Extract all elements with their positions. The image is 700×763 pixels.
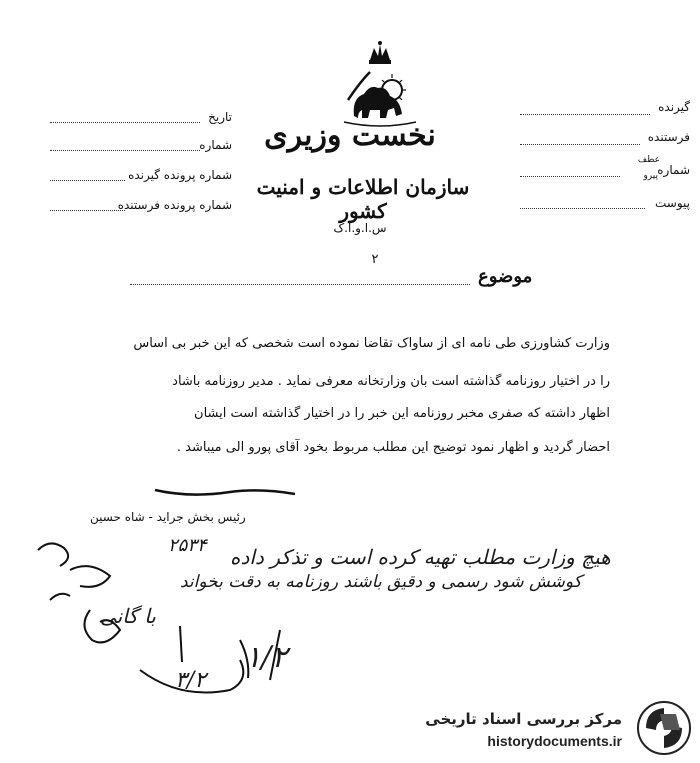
handwriting-strokes (30, 530, 510, 710)
signature-title: رئیس بخش جراید - شاه حسین (90, 510, 246, 524)
body-line: احضار گردید و اظهار نمود توضیح این مطلب مربوط بخود آقای پورو الی میباشد . (176, 440, 610, 455)
attachment-line (520, 208, 645, 209)
watermark-url: historydocuments.ir (487, 733, 622, 749)
number-line-right (520, 176, 620, 177)
date-label: تاریخ (208, 110, 232, 124)
handwritten-line: کوشش شود رسمی و دقیق باشند روزنامه به دقت بخواند (180, 572, 582, 592)
organization-title: نخست وزیری (264, 118, 436, 153)
handwritten-initials: ۱/۲ (245, 640, 288, 675)
lion-and-sun-emblem-icon (340, 38, 420, 128)
number-line-left (50, 150, 200, 151)
body-line: را در اختیار روزنامه گذاشته است بان وزارتخانه معرفی نماید . مدیر روزنامه باشاد (172, 374, 610, 389)
handwritten-number: ۲۵۳۴ (168, 535, 207, 556)
subject-line (130, 284, 470, 285)
receiver-file-number-label: شماره پرونده گیرنده (128, 168, 232, 182)
sender-line (520, 144, 640, 145)
date-line (50, 122, 200, 123)
sender-file-number-line (50, 210, 125, 211)
receiver-label: گیرنده (658, 100, 690, 114)
organization-subtitle: سازمان اطلاعات و امنیت کشور (256, 175, 470, 223)
receiver-file-number-line (50, 180, 125, 181)
atf-label: عطف (637, 155, 660, 165)
attachment-label: پیوست (655, 196, 690, 210)
signature-scribble (150, 482, 300, 502)
history-documents-logo-icon (636, 700, 692, 756)
body-line: وزارت کشاورزی طی نامه ای از ساواک تقاضا نموده است شخصی که این خبر بی اساس (133, 336, 610, 351)
sender-file-number-label: شماره پرونده فرستنده (117, 198, 232, 212)
peiro-label: پیرو (643, 171, 658, 181)
watermark-name: مرکز بررسی اسناد تاریخی (425, 710, 622, 728)
handwritten-line: هیچ وزارت مطلب تهیه کرده است و تذکر داده (230, 545, 611, 569)
receiver-line (520, 114, 650, 115)
number-label-left: شماره (199, 138, 232, 152)
number-label-right: شماره (657, 163, 690, 177)
body-line: اظهار داشته که صفری مخبر روزنامه این خبر را در اختیار گذاشته است ایشان (194, 406, 610, 421)
sender-label: فرستنده (647, 130, 690, 144)
page-number: ۲ (371, 252, 379, 267)
handwritten-date: ۳/۲ (175, 668, 207, 693)
subject-label: موضوع (478, 266, 533, 287)
handwritten-line: با گانی (100, 604, 156, 628)
organization-code: س.ا.و.ا.ک (333, 221, 387, 235)
